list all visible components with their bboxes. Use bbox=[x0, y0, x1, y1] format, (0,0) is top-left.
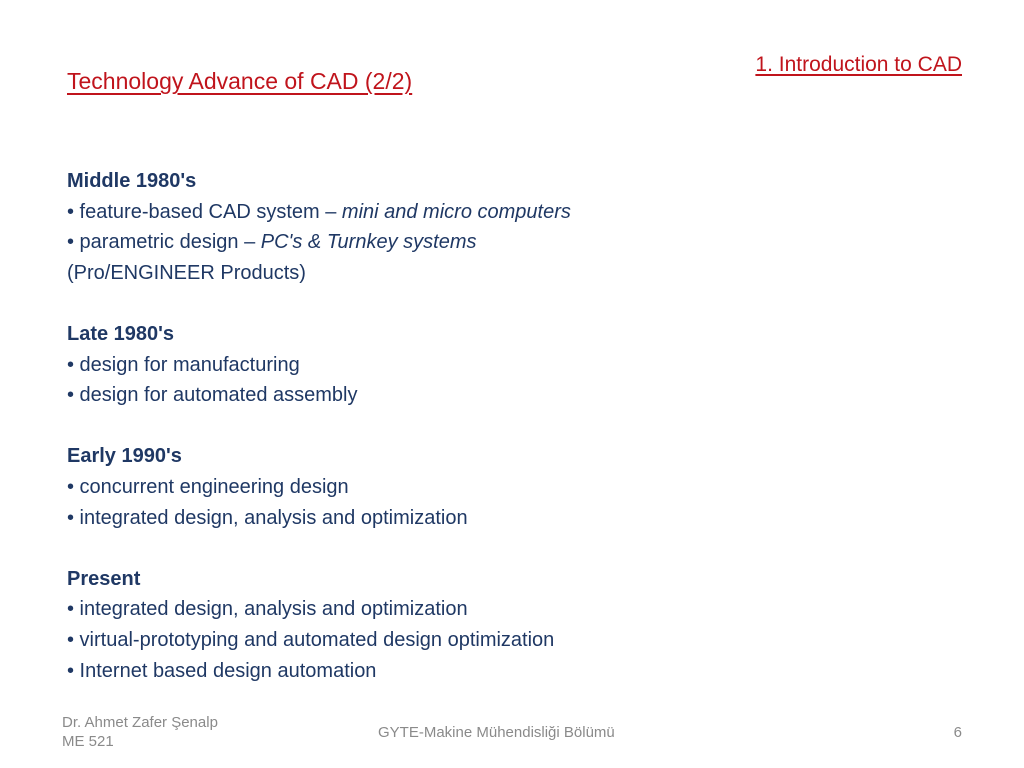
list-item bbox=[67, 227, 967, 258]
item-text: • parametric design – bbox=[67, 231, 261, 254]
section-tag: 1. Introduction to CAD bbox=[755, 53, 962, 76]
footer-author-block bbox=[62, 713, 218, 751]
era-heading-middle-1980s: Middle 1980's bbox=[67, 170, 197, 192]
list-item: • integrated design, analysis and optimization bbox=[67, 598, 468, 621]
slide-body bbox=[67, 166, 967, 686]
list-item: • virtual-prototyping and automated design optimization bbox=[67, 628, 555, 651]
footer-department: GYTE-Makine Mühendisliği Bölümü bbox=[378, 724, 615, 741]
item-text: • feature-based CAD system – bbox=[67, 200, 342, 223]
spacer bbox=[67, 288, 967, 319]
spacer bbox=[67, 533, 967, 564]
item-italic-text: PC's & Turnkey systems bbox=[260, 231, 477, 254]
item-italic-text: mini and micro computers bbox=[341, 200, 571, 223]
page-number: 6 bbox=[953, 724, 962, 741]
list-item: • Internet based design automation bbox=[67, 659, 377, 682]
list-item: • design for manufacturing bbox=[67, 353, 300, 376]
list-item bbox=[67, 197, 967, 228]
era-heading-present: Present bbox=[67, 567, 141, 590]
footer-course: ME 521 bbox=[62, 733, 114, 750]
spacer bbox=[67, 411, 967, 442]
slide-title: Technology Advance of CAD (2/2) bbox=[67, 68, 413, 94]
list-item: • concurrent engineering design bbox=[67, 475, 349, 498]
note-text: (Pro/ENGINEER Products) bbox=[67, 261, 306, 284]
era-heading-late-1980s: Late 1980's bbox=[67, 322, 175, 345]
list-item: • integrated design, analysis and optimization bbox=[67, 506, 468, 529]
era-heading-early-1990s: Early 1990's bbox=[67, 445, 182, 468]
footer-author: Dr. Ahmet Zafer Şenalp bbox=[62, 714, 218, 731]
list-item: • design for automated assembly bbox=[67, 384, 358, 407]
